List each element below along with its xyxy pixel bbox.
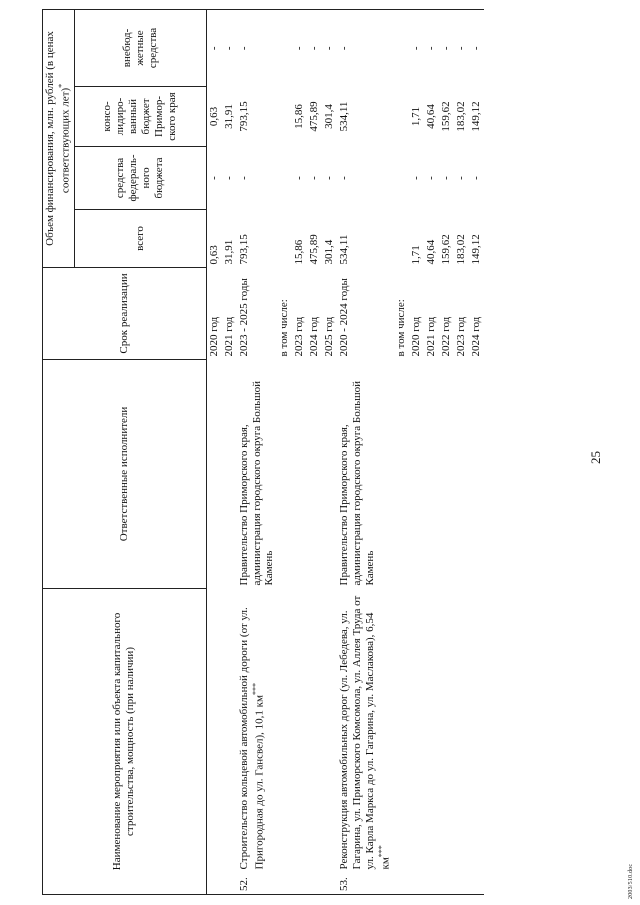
row-regional: 31,91 [222, 104, 235, 129]
table-row [222, 9, 237, 894]
row-total: 0,63 [207, 245, 220, 265]
row-period: 2020 год [207, 316, 220, 357]
row-regional: 183,02 [454, 101, 467, 132]
row-total: 40,64 [424, 239, 437, 265]
row-extra: - [237, 46, 250, 51]
row-regional: 15,86 [293, 104, 306, 129]
row-regional: 149,12 [469, 101, 482, 132]
row-total: 793,15 [237, 234, 250, 265]
row-extra: - [469, 46, 482, 51]
header-financing: Объем финансирования, млн. рублей (в ценах соответствующих лет)* [43, 9, 75, 267]
row-executors: Правительство Приморского края, администрация городского округа Большой Камень [237, 381, 276, 586]
row-federal: - [424, 176, 437, 180]
header-total: всего [74, 209, 206, 267]
table-row [277, 9, 292, 894]
table-row [469, 9, 484, 894]
row-regional: 301,4 [323, 104, 336, 129]
row-regional: 0,63 [207, 106, 220, 127]
table-row [206, 9, 221, 894]
row-period: в том числе: [278, 299, 291, 357]
row-federal: - [469, 176, 482, 180]
row-number: 53. [338, 877, 351, 891]
row-federal: - [439, 176, 452, 180]
header-executors: Ответственные исполнители [43, 359, 207, 588]
header-name: Наименование мероприятия или объекта капитального строительства, мощность (при наличии) [43, 588, 207, 894]
row-total: 31,91 [222, 239, 235, 265]
table-row [439, 9, 454, 894]
row-extra: - [424, 46, 437, 51]
table-row [409, 9, 424, 894]
row-extra: - [323, 46, 336, 51]
row-total: 301,4 [323, 239, 336, 265]
row-period: 2020 - 2024 годы [338, 278, 351, 357]
row-federal: - [338, 176, 351, 180]
row-total: 15,86 [293, 239, 306, 265]
header-regional: консо-лидиро-ванный бюджет Примор-ского края [74, 86, 206, 146]
row-extra: - [293, 46, 306, 51]
row-number: 52. [237, 877, 250, 891]
row-regional: 534,11 [338, 101, 351, 132]
row-total: 534,11 [338, 234, 351, 265]
row-federal: - [409, 176, 422, 180]
row-total: 183,02 [454, 234, 467, 265]
row-extra: - [338, 46, 351, 51]
header-extra: внебюд-жетные средства [74, 9, 206, 86]
row-period: 2023 - 2025 годы [237, 278, 250, 357]
table-row [394, 9, 409, 894]
row-federal: - [323, 176, 336, 180]
table-row [292, 9, 307, 894]
row-federal: - [222, 176, 235, 180]
table-row: 53. Реконструкция автомобильных дорог (ул. Лебедева, ул. Гагарина, ул. Приморского Комсомола, ул. Аллея Труда от ул. Карла Маркса до ул. Гагарина, ул. Маслакова), 6,54 км*** Правительство Приморского края, администрация городского округа Большой Камень 2020 - 2024 годы 534,11 - 534,11 - [337, 9, 394, 894]
row-extra: - [222, 46, 235, 51]
footer-code: 2003/510.doc [628, 863, 634, 899]
row-extra: - [409, 46, 422, 51]
row-regional: 1,71 [409, 106, 422, 127]
table-row [454, 9, 469, 894]
header-period: Срок реализации [43, 267, 207, 359]
row-period: 2023 год [454, 316, 467, 357]
table-row [424, 9, 439, 894]
page-number: 25 [588, 451, 603, 464]
row-regional: 793,15 [237, 101, 250, 132]
row-period: 2020 год [409, 316, 422, 357]
row-total: 159,62 [439, 234, 452, 265]
row-period: 2021 год [222, 316, 235, 357]
row-name: Строительство кольцевой автомобильной дороги (от ул. Пригородная до ул. Гансвел), 10,1 км [237, 607, 266, 870]
row-period: 2022 год [439, 316, 452, 357]
row-period: 2021 год [424, 316, 437, 357]
row-federal: - [237, 176, 250, 180]
row-period: в том числе: [394, 299, 407, 357]
row-federal: - [308, 176, 321, 180]
row-total: 1,71 [409, 245, 422, 265]
row-federal: - [293, 176, 306, 180]
row-extra: - [439, 46, 452, 51]
row-total: 475,89 [308, 234, 321, 265]
table-row [307, 9, 322, 894]
financing-table [42, 9, 484, 895]
row-period: 2023 год [293, 316, 306, 357]
row-federal: - [454, 176, 467, 180]
row-regional: 475,89 [308, 101, 321, 132]
row-regional: 159,62 [439, 101, 452, 132]
row-period: 2025 год [323, 316, 336, 357]
row-extra: - [308, 46, 321, 51]
row-regional: 40,64 [424, 104, 437, 129]
row-federal: - [207, 176, 220, 180]
row-extra: - [454, 46, 467, 51]
table-row: 52. Строительство кольцевой автомобильной дороги (от ул. Пригородная до ул. Гансвел), 10,1 км*** Правительство Приморского края, администрация городского округа Большой Камень 2023 - 2025 годы 793,15 - 793,15 - [237, 9, 278, 894]
table-row [322, 9, 337, 894]
row-period: 2024 год [308, 316, 321, 357]
row-period: 2024 год [469, 316, 482, 357]
header-federal: средства федераль-ного бюджета [74, 146, 206, 209]
row-extra: - [207, 46, 220, 51]
row-total: 149,12 [469, 234, 482, 265]
row-executors: Правительство Приморского края, администрация городского округа Большой Камень [338, 381, 377, 586]
table-body [206, 9, 484, 894]
row-name: Реконструкция автомобильных дорог (ул. Лебедева, ул. Гагарина, ул. Приморского Комсомола, ул. Аллея Труда от ул. Карла Маркса до ул. Гагарина, ул. Маслакова), 6,54 км [338, 595, 392, 870]
